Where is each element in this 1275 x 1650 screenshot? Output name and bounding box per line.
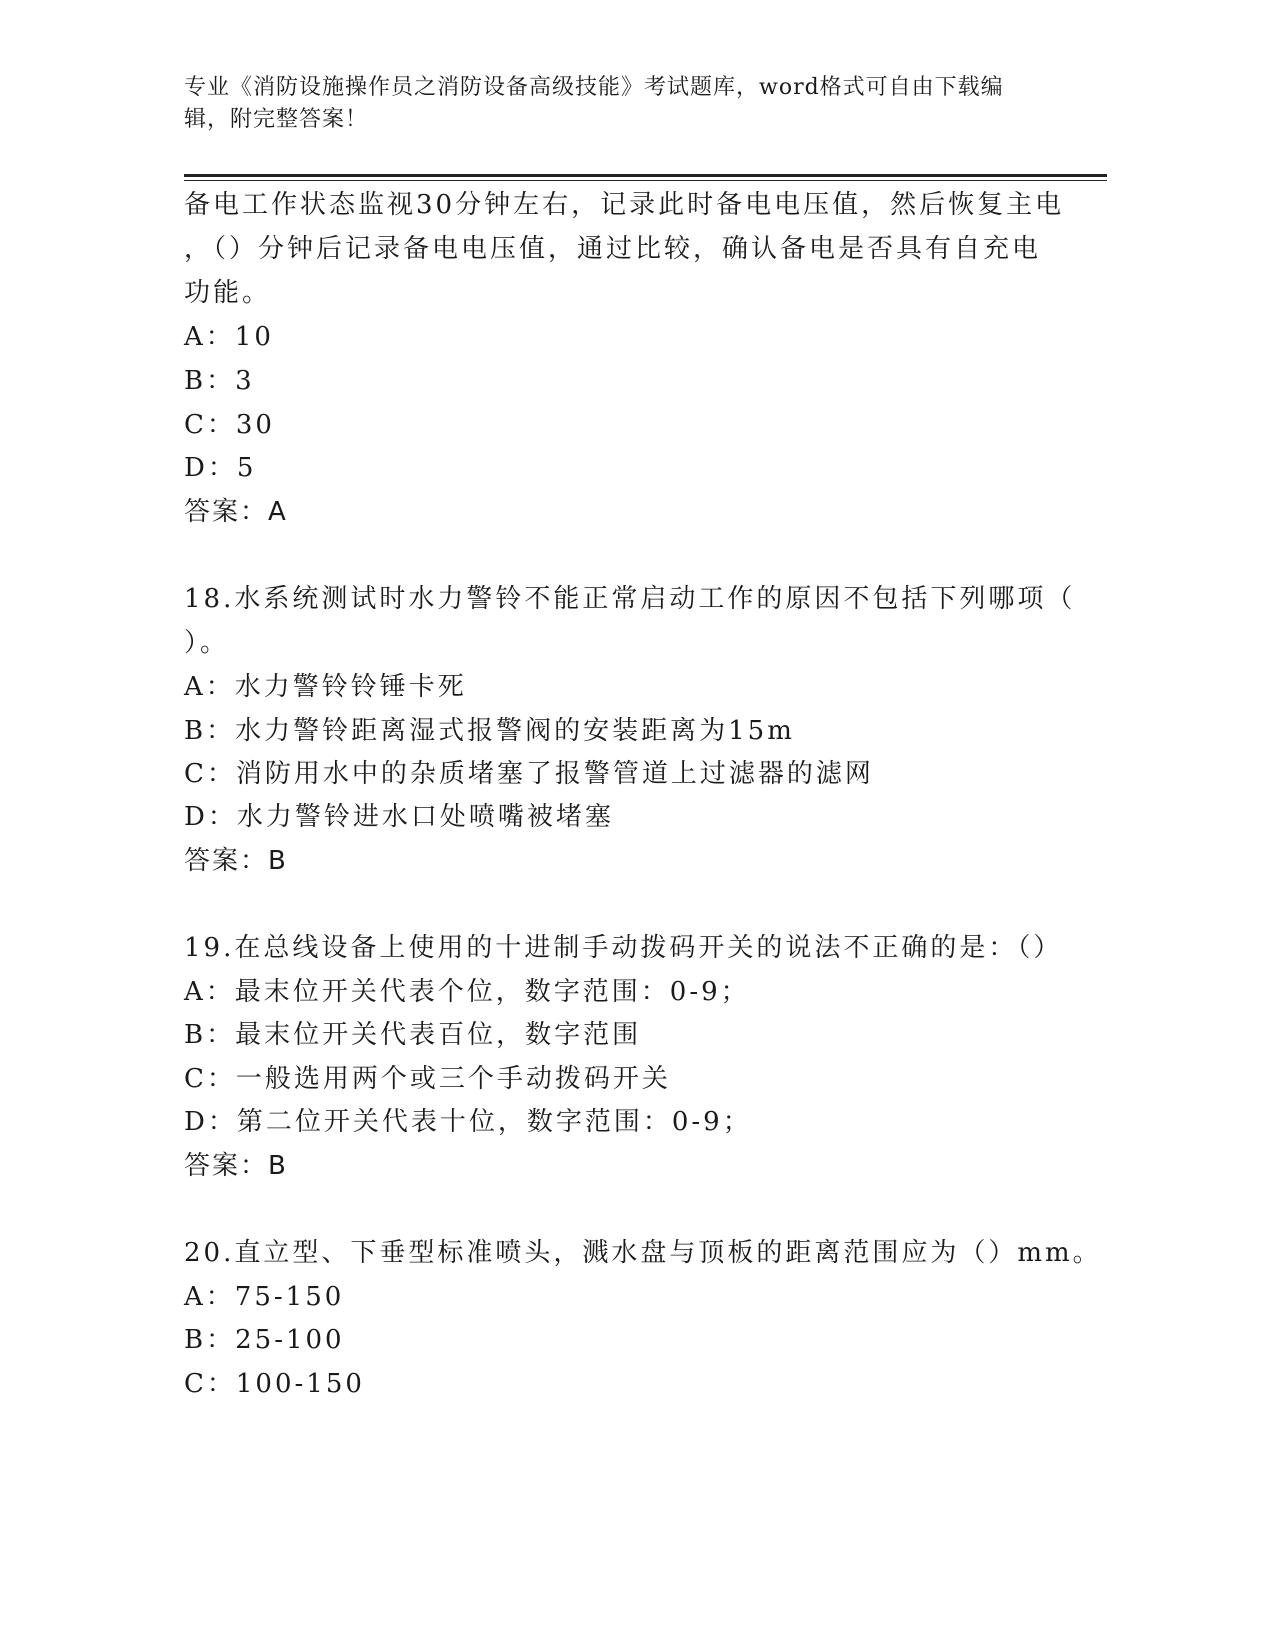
q18-stem-line-1: 18.水系统测试时水力警铃不能正常启动工作的原因不包括下列哪项（ <box>184 584 1076 614</box>
q18-option-b: B：水力警铃距离湿式报警阀的安装距离为15m <box>184 716 795 746</box>
q18-option-c: C：消防用水中的杂质堵塞了报警管道上过滤器的滤网 <box>184 759 874 789</box>
q17-option-c: C：30 <box>184 410 275 440</box>
q17-answer: 答案：A <box>184 497 288 527</box>
q17-option-a: A：10 <box>184 322 274 352</box>
q20-option-b: B：25-100 <box>184 1325 345 1355</box>
header-line-2: 辑，附完整答案！ <box>184 107 369 132</box>
q19-answer: 答案：B <box>184 1151 288 1181</box>
q17-stem-line-2: ，（）分钟后记录备电电压值，通过比较，确认备电是否具有自充电 <box>184 234 1042 264</box>
q19-option-d: D：第二位开关代表十位，数字范围：0-9； <box>184 1107 752 1137</box>
header-line-1: 专业《消防设施操作员之消防设备高级技能》考试题库，word格式可自由下载编 <box>184 75 1004 100</box>
document-header <box>184 72 1064 136</box>
q18-answer: 答案：B <box>184 846 288 876</box>
q20-option-a: A：75-150 <box>184 1282 345 1312</box>
q17-stem-line-3: 功能。 <box>184 278 272 308</box>
q19-option-c: C：一般选用两个或三个手动拨码开关 <box>184 1064 671 1094</box>
q18-stem-line-2: ）。 <box>184 628 230 658</box>
q19-stem-line-1: 19.在总线设备上使用的十进制手动拨码开关的说法不正确的是：（） <box>184 933 1063 963</box>
q18-option-a: A：水力警铃铃锤卡死 <box>184 672 467 702</box>
q20-stem-line-1: 20.直立型、下垂型标准喷头，溅水盘与顶板的距离范围应为（）mm。 <box>184 1238 1102 1268</box>
q19-option-a: A：最末位开关代表个位，数字范围：0-9； <box>184 977 750 1007</box>
q17-stem-line-1: 备电工作状态监视30分钟左右，记录此时备电电压值，然后恢复主电 <box>184 190 1065 220</box>
header-divider-thin <box>184 180 1107 181</box>
q19-option-b: B：最末位开关代表百位，数字范围 <box>184 1020 642 1050</box>
q20-option-c: C：100-150 <box>184 1369 365 1399</box>
q18-option-d: D：水力警铃进水口处喷嘴被堵塞 <box>184 802 614 832</box>
q17-option-b: B：3 <box>184 366 255 396</box>
header-divider-thick <box>184 174 1107 177</box>
q17-option-d: D：5 <box>184 453 257 483</box>
